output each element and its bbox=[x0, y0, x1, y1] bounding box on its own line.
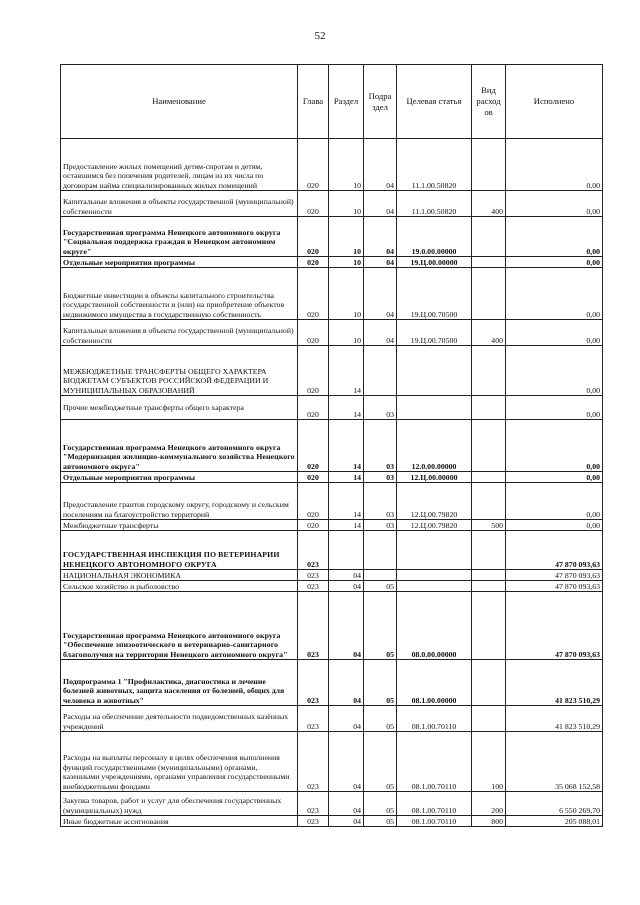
row-glava: 020 bbox=[298, 472, 329, 483]
row-glava: 020 bbox=[298, 268, 329, 320]
row-name: Капитальные вложения в объекты государственной (муниципальной) собственности bbox=[61, 320, 298, 346]
row-glava: 023 bbox=[298, 792, 329, 816]
row-podrazdel bbox=[364, 531, 397, 570]
row-glava: 020 bbox=[298, 420, 329, 472]
row-podrazdel: 05 bbox=[364, 581, 397, 592]
row-target: 12.Ц.00.79820 bbox=[397, 520, 472, 531]
row-amount: 0,00 bbox=[506, 483, 603, 520]
row-razdel: 04 bbox=[329, 660, 364, 706]
table-row bbox=[61, 191, 603, 217]
row-vid: 500 bbox=[472, 520, 506, 531]
row-name: ГОСУДАРСТВЕННАЯ ИНСПЕКЦИЯ ПО ВЕТЕРИНАРИИ НЕНЕЦКОГО АВТОНОМНОГО ОКРУГА bbox=[61, 531, 298, 570]
row-amount: 0,00 bbox=[506, 257, 603, 268]
table-row bbox=[61, 420, 603, 472]
table-row bbox=[61, 592, 603, 660]
row-glava: 020 bbox=[298, 396, 329, 420]
row-vid bbox=[472, 660, 506, 706]
row-target: 12.0.00.00000 bbox=[397, 420, 472, 472]
row-vid bbox=[472, 581, 506, 592]
row-razdel: 04 bbox=[329, 792, 364, 816]
row-name: Государственная программа Ненецкого автономного округа "Обеспечение эпизоотического и ветеринарно-санитарного благополучия на территории Ненецкого автономного округа" bbox=[61, 592, 298, 660]
row-podrazdel: 05 bbox=[364, 816, 397, 827]
row-amount: 0,00 bbox=[506, 420, 603, 472]
row-podrazdel: 05 bbox=[364, 706, 397, 732]
row-amount: 0,00 bbox=[506, 268, 603, 320]
row-amount: 0,00 bbox=[506, 396, 603, 420]
header-name: Наименование bbox=[61, 65, 298, 139]
row-vid bbox=[472, 420, 506, 472]
row-glava: 023 bbox=[298, 531, 329, 570]
row-name: НАЦИОНАЛЬНАЯ ЭКОНОМИКА bbox=[61, 570, 298, 581]
row-podrazdel: 03 bbox=[364, 420, 397, 472]
table-row bbox=[61, 346, 603, 396]
row-amount: 0,00 bbox=[506, 191, 603, 217]
row-target: 08.1.00.00000 bbox=[397, 660, 472, 706]
row-razdel: 04 bbox=[329, 581, 364, 592]
table-row bbox=[61, 792, 603, 816]
table-row bbox=[61, 706, 603, 732]
row-name: Расходы на обеспечение деятельности подведомственных казённых учреждений bbox=[61, 706, 298, 732]
row-glava: 023 bbox=[298, 570, 329, 581]
row-razdel: 10 bbox=[329, 139, 364, 191]
row-target bbox=[397, 346, 472, 396]
row-glava: 020 bbox=[298, 139, 329, 191]
table-row bbox=[61, 320, 603, 346]
row-vid bbox=[472, 472, 506, 483]
row-glava: 023 bbox=[298, 706, 329, 732]
row-name: Прочие межбюджетные трансферты общего характера bbox=[61, 396, 298, 420]
row-name: Иные бюджетные ассигнования bbox=[61, 816, 298, 827]
row-amount: 41 823 510,29 bbox=[506, 660, 603, 706]
table-row bbox=[61, 520, 603, 531]
row-vid: 100 bbox=[472, 732, 506, 792]
row-razdel: 10 bbox=[329, 257, 364, 268]
row-amount: 47 870 093,63 bbox=[506, 570, 603, 581]
table-row bbox=[61, 139, 603, 191]
row-target: 11.1.00.50820 bbox=[397, 139, 472, 191]
table-header-row bbox=[61, 65, 603, 139]
row-razdel: 04 bbox=[329, 706, 364, 732]
row-glava: 023 bbox=[298, 732, 329, 792]
row-vid: 800 bbox=[472, 816, 506, 827]
row-podrazdel: 03 bbox=[364, 520, 397, 531]
row-amount: 0,00 bbox=[506, 346, 603, 396]
row-amount: 205 088,01 bbox=[506, 816, 603, 827]
row-vid bbox=[472, 257, 506, 268]
row-name: Межбюджетные трансферты bbox=[61, 520, 298, 531]
row-razdel: 14 bbox=[329, 346, 364, 396]
table-row bbox=[61, 217, 603, 257]
row-vid bbox=[472, 217, 506, 257]
row-target bbox=[397, 531, 472, 570]
row-amount: 0,00 bbox=[506, 320, 603, 346]
header-target-article: Целевая статья bbox=[397, 65, 472, 139]
row-podrazdel: 04 bbox=[364, 257, 397, 268]
row-name: Предоставление жилых помещений детям-сиротам и детям, оставшимся без попечения родителей, лицам из их числа по договорам найма специализированных жилых помещений bbox=[61, 139, 298, 191]
row-amount: 41 823 510,29 bbox=[506, 706, 603, 732]
row-amount: 47 870 093,63 bbox=[506, 581, 603, 592]
row-podrazdel: 05 bbox=[364, 732, 397, 792]
row-razdel: 14 bbox=[329, 520, 364, 531]
table-row bbox=[61, 483, 603, 520]
header-podrazdel: Подра здел bbox=[364, 65, 397, 139]
row-vid: 400 bbox=[472, 191, 506, 217]
table-row bbox=[61, 570, 603, 581]
row-podrazdel: 04 bbox=[364, 268, 397, 320]
table-row bbox=[61, 581, 603, 592]
row-glava: 023 bbox=[298, 581, 329, 592]
row-vid bbox=[472, 346, 506, 396]
table-row bbox=[61, 396, 603, 420]
header-glava: Глава bbox=[298, 65, 329, 139]
row-target: 19.Ц.00.00000 bbox=[397, 257, 472, 268]
row-razdel: 10 bbox=[329, 217, 364, 257]
row-target: 08.1.00.70110 bbox=[397, 732, 472, 792]
row-podrazdel: 04 bbox=[364, 320, 397, 346]
budget-execution-table bbox=[60, 64, 603, 827]
table-row bbox=[61, 531, 603, 570]
row-glava: 023 bbox=[298, 592, 329, 660]
row-podrazdel: 05 bbox=[364, 792, 397, 816]
row-razdel: 04 bbox=[329, 592, 364, 660]
row-target: 08.0.00.00000 bbox=[397, 592, 472, 660]
row-glava: 020 bbox=[298, 217, 329, 257]
row-target: 12.Ц.00.00000 bbox=[397, 472, 472, 483]
row-vid bbox=[472, 706, 506, 732]
row-amount: 0,00 bbox=[506, 472, 603, 483]
row-name: Капитальные вложения в объекты государственной (муниципальной) собственности bbox=[61, 191, 298, 217]
row-razdel: 10 bbox=[329, 191, 364, 217]
row-target: 08.1.00.70110 bbox=[397, 792, 472, 816]
row-podrazdel bbox=[364, 346, 397, 396]
row-glava: 020 bbox=[298, 520, 329, 531]
row-glava: 020 bbox=[298, 483, 329, 520]
table-row bbox=[61, 816, 603, 827]
row-glava: 020 bbox=[298, 257, 329, 268]
row-razdel: 14 bbox=[329, 472, 364, 483]
row-podrazdel: 03 bbox=[364, 396, 397, 420]
row-name: Сельское хозяйство и рыболовство bbox=[61, 581, 298, 592]
row-glava: 020 bbox=[298, 191, 329, 217]
row-name: Расходы на выплаты персоналу в целях обеспечения выполнения функций государственными (муниципальными) органами, казенными учреждениями, органами управления государственными внебюджетными фондами bbox=[61, 732, 298, 792]
header-razdel: Раздел bbox=[329, 65, 364, 139]
row-target: 08.1.00.70110 bbox=[397, 816, 472, 827]
row-podrazdel: 03 bbox=[364, 483, 397, 520]
row-vid bbox=[472, 570, 506, 581]
row-vid: 400 bbox=[472, 320, 506, 346]
row-amount: 35 068 152,58 bbox=[506, 732, 603, 792]
row-podrazdel: 05 bbox=[364, 660, 397, 706]
row-glava: 020 bbox=[298, 346, 329, 396]
row-vid bbox=[472, 592, 506, 660]
row-razdel: 04 bbox=[329, 816, 364, 827]
row-podrazdel: 03 bbox=[364, 472, 397, 483]
row-podrazdel: 04 bbox=[364, 217, 397, 257]
table-row bbox=[61, 472, 603, 483]
table-row bbox=[61, 257, 603, 268]
row-amount: 47 870 093,63 bbox=[506, 531, 603, 570]
row-vid: 200 bbox=[472, 792, 506, 816]
row-target bbox=[397, 570, 472, 581]
row-glava: 023 bbox=[298, 816, 329, 827]
row-target: 19.Ц.00.70500 bbox=[397, 268, 472, 320]
row-target bbox=[397, 396, 472, 420]
row-razdel: 14 bbox=[329, 420, 364, 472]
row-name: Государственная программа Ненецкого автономного округа "Модернизация жилищно-коммунального хозяйства Ненецкого автономного округа" bbox=[61, 420, 298, 472]
row-podrazdel: 04 bbox=[364, 139, 397, 191]
row-target: 19.0.00.00000 bbox=[397, 217, 472, 257]
row-target: 12.Ц.00.79820 bbox=[397, 483, 472, 520]
header-executed: Исполнено bbox=[506, 65, 603, 139]
row-amount: 47 870 093,63 bbox=[506, 592, 603, 660]
row-amount: 0,00 bbox=[506, 217, 603, 257]
row-name: Отдельные мероприятия программы bbox=[61, 472, 298, 483]
row-podrazdel: 04 bbox=[364, 191, 397, 217]
row-glava: 020 bbox=[298, 320, 329, 346]
table-row bbox=[61, 732, 603, 792]
header-expense-type: Вид расход ов bbox=[472, 65, 506, 139]
row-razdel: 04 bbox=[329, 570, 364, 581]
row-razdel: 14 bbox=[329, 396, 364, 420]
row-name: Предоставление грантов городскому округу, городскому и сельским поселениям на благоустройство территорий bbox=[61, 483, 298, 520]
row-target: 11.1.00.50820 bbox=[397, 191, 472, 217]
row-vid bbox=[472, 396, 506, 420]
row-podrazdel bbox=[364, 570, 397, 581]
row-name: Бюджетные инвестиции в объекты капитального строительства государственной собственности и (или) на приобретение объектов недвижимого имущества в государственную собственность bbox=[61, 268, 298, 320]
table-row bbox=[61, 660, 603, 706]
row-razdel: 10 bbox=[329, 320, 364, 346]
row-amount: 0,00 bbox=[506, 520, 603, 531]
row-vid bbox=[472, 268, 506, 320]
row-razdel: 04 bbox=[329, 732, 364, 792]
row-name: Отдельные мероприятия программы bbox=[61, 257, 298, 268]
row-name: Закупка товаров, работ и услуг для обеспечения государственных (муниципальных) нужд bbox=[61, 792, 298, 816]
row-glava: 023 bbox=[298, 660, 329, 706]
row-vid bbox=[472, 139, 506, 191]
row-vid bbox=[472, 531, 506, 570]
page-number: 52 bbox=[314, 30, 326, 42]
row-podrazdel: 05 bbox=[364, 592, 397, 660]
row-vid bbox=[472, 483, 506, 520]
table-row bbox=[61, 268, 603, 320]
row-target bbox=[397, 581, 472, 592]
row-razdel: 10 bbox=[329, 268, 364, 320]
row-razdel: 14 bbox=[329, 483, 364, 520]
row-target: 08.1.00.70110 bbox=[397, 706, 472, 732]
row-razdel bbox=[329, 531, 364, 570]
row-amount: 0,00 bbox=[506, 139, 603, 191]
row-name: Подпрограмма 1 "Профилактика, диагностика и лечение болезней животных, защита населения от болезней, общих для человека и животных" bbox=[61, 660, 298, 706]
row-target: 19.Ц.00.70500 bbox=[397, 320, 472, 346]
row-name: МЕЖБЮДЖЕТНЫЕ ТРАНСФЕРТЫ ОБЩЕГО ХАРАКТЕРА БЮДЖЕТАМ СУБЪЕКТОВ РОССИЙСКОЙ ФЕДЕРАЦИИ И МУНИЦИПАЛЬНЫХ ОБРАЗОВАНИЙ bbox=[61, 346, 298, 396]
row-name: Государственная программа Ненецкого автономного округа "Социальная поддержка граждан в Ненецком автономном округе" bbox=[61, 217, 298, 257]
row-amount: 6 550 269,70 bbox=[506, 792, 603, 816]
